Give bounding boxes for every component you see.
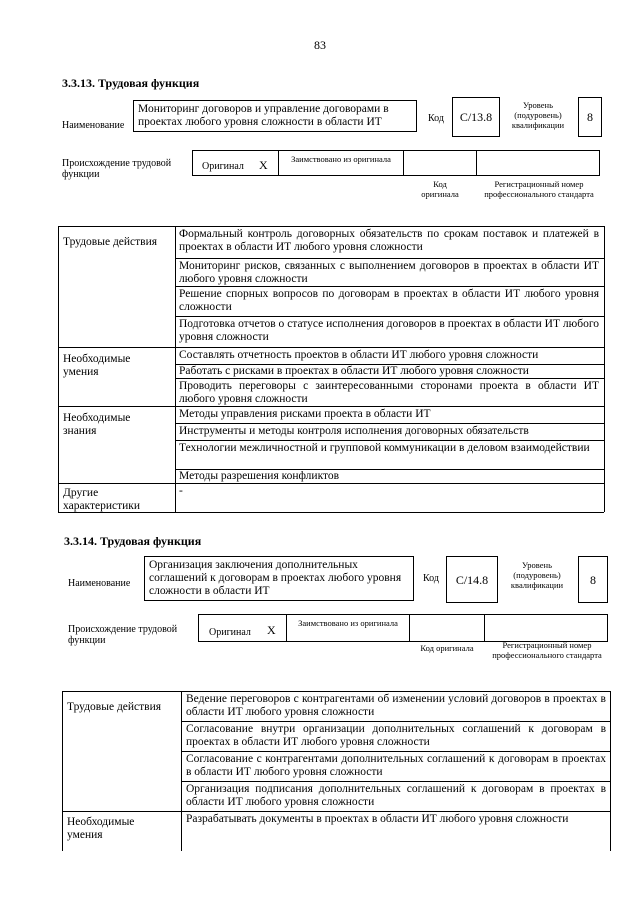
table-cell: Методы управления рисками проекта в области ИТ (179, 408, 431, 420)
table-cell: Согласование с контрагентами дополнительных соглашений к договорам в проектах в области ИТ любого уровня сложности (186, 753, 606, 778)
original-mark: X (259, 158, 268, 172)
reg-number-label: Регистрационный номер профессионального стандарта (484, 179, 594, 199)
row-label-knowledge: Необходимые знания (63, 412, 131, 437)
row-label-actions: Трудовые действия (63, 236, 158, 248)
function-name-box: Мониторинг договоров и управление договорами в проектах любого уровня сложности в области ИТ (133, 100, 417, 132)
code-label: Код (423, 573, 439, 584)
table-cell: Инструменты и методы контроля исполнения договорных обязательств (179, 425, 529, 437)
table-cell: Решение спорных вопросов по договорам в проектах в области ИТ любого уровня сложности (179, 288, 599, 313)
code-value: C/13.8 (452, 97, 500, 137)
origin-label: Происхождение трудовой функции (68, 624, 178, 646)
code-label: Код (428, 113, 444, 124)
table-cell: Ведение переговоров с контрагентами об изменении условий договоров в проектах в области ИТ любого уровня сложности (186, 693, 606, 718)
level-label: Уровень (подуровень) квалификации (511, 100, 565, 130)
row-label-actions: Трудовые действия (67, 701, 162, 713)
name-label: Наименование (62, 120, 125, 131)
table-cell: Подготовка отчетов о статусе исполнения договоров в проектах в области ИТ любого уровня сложности (179, 318, 599, 343)
function-table (58, 226, 604, 512)
reg-number-label: Регистрационный номер профессионального стандарта (492, 640, 602, 660)
table-cell: Технологии межличностной и групповой коммуникации в деловом взаимодействии (179, 442, 590, 454)
section-heading: 3.3.13. Трудовая функция (62, 76, 200, 90)
origin-label: Происхождение трудовой функции (62, 158, 172, 180)
function-name-box: Организация заключения дополнительных соглашений к договорам в проектах любого уровня сложности в области ИТ (144, 556, 414, 601)
level-value: 8 (578, 556, 608, 603)
section-heading: 3.3.14. Трудовая функция (64, 534, 202, 548)
table-cell: Организация подписания дополнительных соглашений к договорам в проектах в области ИТ любого уровня сложности (186, 783, 606, 808)
row-label-skills: Необходимые умения (67, 816, 135, 841)
code-original-label: Код оригинала (420, 643, 474, 653)
table-cell: Разрабатывать документы в проектах в области ИТ любого уровня сложности (186, 813, 569, 825)
name-label: Наименование (68, 578, 131, 589)
borrowed-label: Заимствовано из оригинала (291, 154, 391, 164)
row-label-skills: Необходимые умения (63, 353, 131, 378)
row-label-other: Другие характеристики (63, 487, 141, 512)
code-original-label: Код оригинала (421, 179, 459, 199)
table-cell: - (179, 485, 183, 497)
borrowed-label: Заимствовано из оригинала (298, 618, 398, 628)
original-label: Оригинал (202, 161, 244, 172)
table-cell: Методы разрешения конфликтов (179, 470, 340, 482)
table-cell: Составлять отчетность проектов в области ИТ любого уровня сложности (179, 349, 539, 361)
table-cell: Мониторинг рисков, связанных с выполнением договоров в проектах в области ИТ любого уровня сложности (179, 260, 599, 285)
level-value: 8 (578, 97, 602, 137)
table-cell: Согласование внутри организации дополнительных соглашений к договорам в проектах в области ИТ любого уровня сложности (186, 723, 606, 748)
table-cell: Формальный контроль договорных обязательств по срокам поставок и платежей в проектах в области ИТ любого уровня сложности (179, 228, 599, 253)
code-value: C/14.8 (446, 556, 498, 603)
table-cell: Работать с рисками в проектах в области ИТ любого уровня сложности (179, 365, 529, 377)
original-label: Оригинал (209, 627, 251, 638)
function-table (62, 691, 610, 851)
level-label: Уровень (подуровень) квалификации (510, 560, 564, 590)
original-mark: X (267, 623, 276, 637)
page-number: 83 (314, 38, 326, 52)
table-cell: Проводить переговоры с заинтересованными сторонами проекта в области ИТ любого уровня сложности (179, 380, 599, 405)
